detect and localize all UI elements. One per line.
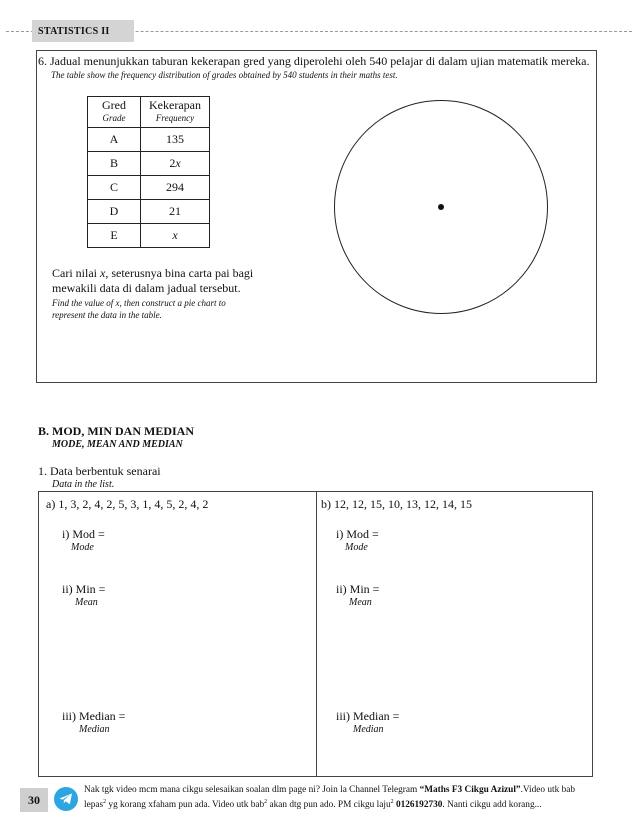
section-b-title-en: MODE, MEAN AND MEDIAN bbox=[52, 439, 183, 450]
item-1-heading: 1. Data berbentuk senarai Data in the list. bbox=[38, 464, 161, 490]
telegram-icon[interactable] bbox=[54, 787, 78, 811]
grade-cell: D bbox=[88, 200, 141, 224]
part-a-data: a) 1, 3, 2, 4, 2, 5, 3, 1, 4, 5, 2, 4, 2 bbox=[46, 497, 209, 511]
pie-chart-center-dot bbox=[438, 204, 444, 210]
grade-cell: A bbox=[88, 128, 141, 152]
section-b-title: B. MOD, MIN DAN MEDIAN bbox=[38, 424, 194, 438]
part-a-mean: ii) Min = Mean bbox=[62, 582, 106, 608]
table-header-row bbox=[88, 97, 210, 128]
page-number: 30 bbox=[20, 788, 48, 812]
frequency-cell: 21 bbox=[141, 200, 210, 224]
paper-plane-icon bbox=[59, 793, 73, 805]
table-row bbox=[88, 224, 210, 248]
section-b-heading bbox=[38, 424, 194, 452]
frequency-cell: 135 bbox=[141, 128, 210, 152]
part-a-mode: i) Mod = Mode bbox=[62, 527, 105, 553]
table-row bbox=[88, 200, 210, 224]
chapter-title: STATISTICS II bbox=[38, 25, 110, 37]
table-row bbox=[88, 176, 210, 200]
footer-note: Nak tgk video mcm mana cikgu selesaikan soalan dlm page ni? Join la Channel Telegram “Maths F3 Cikgu Azizul”.Video utk bab lepas$^2$ yg korang xfaham pun ada. Video utk bab$^2$ akan dtg pun ado. PM cikgu laju$^2$ 0126192730. Nanti cikgu add korang... bbox=[84, 785, 575, 811]
table-row bbox=[88, 152, 210, 176]
grade-header: Gred Grade bbox=[88, 97, 141, 128]
phone-number: 0126192730 bbox=[395, 800, 443, 811]
part-b-data: b) 12, 12, 15, 10, 13, 12, 14, 15 bbox=[321, 497, 472, 511]
frequency-cell: 2x bbox=[141, 152, 210, 176]
grade-cell: E bbox=[88, 224, 141, 248]
frequency-cell: x bbox=[141, 224, 210, 248]
frequency-header: Kekerapan Frequency bbox=[141, 97, 210, 128]
frequency-table bbox=[87, 96, 210, 248]
chapter-tab bbox=[32, 20, 134, 42]
answer-box-divider bbox=[316, 491, 317, 777]
question-6-en: The table show the frequency distribution of grades obtained by 540 students in their maths test. bbox=[51, 70, 398, 80]
question-6-instruction-en: Find the value of x, then construct a pie chart to represent the data in the table. bbox=[52, 298, 226, 320]
part-b-mean: ii) Min = Mean bbox=[336, 582, 380, 608]
grade-cell: C bbox=[88, 176, 141, 200]
question-6-ms: 6. Jadual menunjukkan taburan kekerapan gred yang diperolehi oleh 540 pelajar di dalam ujian matematik mereka. bbox=[38, 54, 590, 68]
question-6-instruction: Cari nilai x, seterusnya bina carta pai bagi mewakili data di dalam jadual tersebut. Find the value of x, then construct a pie chart to represent the data in the table. bbox=[52, 266, 302, 321]
part-b-mode: i) Mod = Mode bbox=[336, 527, 379, 553]
grade-cell: B bbox=[88, 152, 141, 176]
question-6-text bbox=[38, 53, 590, 81]
table-row bbox=[88, 128, 210, 152]
frequency-cell: 294 bbox=[141, 176, 210, 200]
part-b-median: iii) Median = Median bbox=[336, 709, 400, 735]
part-a-median: iii) Median = Median bbox=[62, 709, 126, 735]
